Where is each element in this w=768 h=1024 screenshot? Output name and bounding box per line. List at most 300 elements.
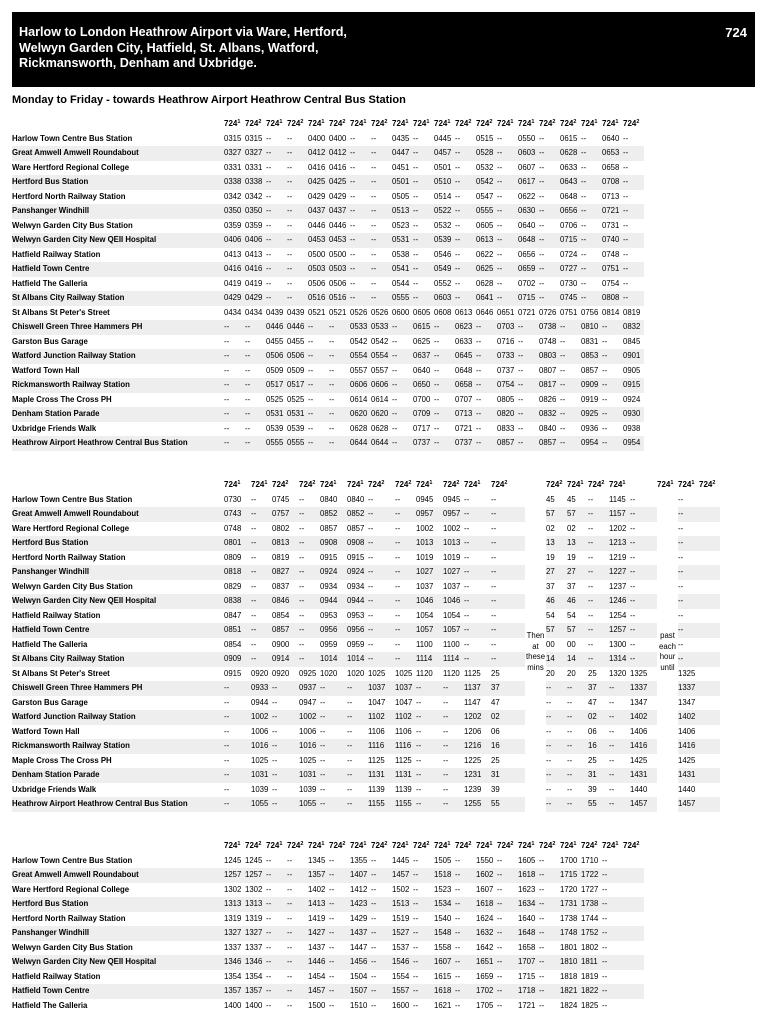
timetable-header bbox=[12, 12, 755, 87]
departure-time: 1607 bbox=[434, 955, 455, 970]
departure-time: 1605 bbox=[518, 855, 536, 865]
table-row bbox=[12, 306, 644, 321]
departure-time: 0857 bbox=[320, 523, 338, 533]
route-variant-header bbox=[395, 476, 416, 493]
departure-time: 45 bbox=[567, 494, 576, 504]
departure-time: 1039 bbox=[251, 784, 269, 794]
departure-time: 0813 bbox=[272, 536, 299, 551]
departure-time: -- bbox=[623, 262, 644, 277]
departure-time bbox=[699, 493, 720, 508]
departure-time: 1357 bbox=[245, 984, 266, 999]
departure-time: 0419 bbox=[245, 278, 263, 288]
departure-time: 0400 bbox=[308, 133, 326, 143]
stop-name: St Albans St Peter's Street bbox=[12, 668, 110, 678]
route-variant-header bbox=[350, 837, 371, 854]
departure-time: 0622 bbox=[518, 191, 536, 201]
route-number-label: 724 bbox=[476, 841, 490, 850]
departure-time: 0708 bbox=[602, 175, 623, 190]
departure-time: 1457 bbox=[308, 984, 329, 999]
departure-time: -- bbox=[630, 652, 657, 667]
route-variant-header bbox=[245, 115, 266, 132]
departure-time: -- bbox=[518, 349, 539, 364]
departure-time: 0745 bbox=[272, 494, 290, 504]
stop-name: Hertford North Railway Station bbox=[12, 913, 126, 923]
departure-time: 0342 bbox=[245, 191, 263, 201]
departure-time: 0924 bbox=[347, 565, 368, 580]
route-number-label: 724 bbox=[455, 119, 469, 128]
route-variant-header bbox=[455, 837, 476, 854]
departure-time: 0656 bbox=[560, 204, 581, 219]
departure-time: 1027 bbox=[416, 565, 443, 580]
departure-time: 0659 bbox=[518, 262, 539, 277]
departure-time: -- bbox=[287, 291, 308, 306]
table-row bbox=[12, 262, 644, 277]
departure-time: 0925 bbox=[299, 668, 317, 678]
departure-time: 0644 bbox=[350, 436, 371, 451]
departure-time: 0622 bbox=[476, 249, 494, 259]
departure-time: -- bbox=[546, 726, 552, 736]
departure-time: 1037 bbox=[395, 681, 416, 696]
departure-time: 1031 bbox=[299, 768, 320, 783]
departure-time: -- bbox=[347, 755, 353, 765]
departure-time: -- bbox=[395, 594, 416, 609]
departure-time: 1548 bbox=[434, 926, 455, 941]
departure-time: -- bbox=[371, 884, 377, 894]
departure-time: -- bbox=[371, 291, 392, 306]
departure-time: -- bbox=[371, 175, 392, 190]
departure-time: -- bbox=[630, 639, 636, 649]
departure-time: -- bbox=[287, 191, 293, 201]
route-number-label: 724 bbox=[251, 480, 265, 489]
departure-time: 0640 bbox=[413, 365, 431, 375]
route-variant-header bbox=[560, 115, 581, 132]
departure-time: 0840 bbox=[320, 494, 338, 504]
variant-superscript: 1 bbox=[477, 480, 481, 486]
departure-time: 1510 bbox=[350, 1000, 368, 1010]
departure-time: -- bbox=[224, 697, 230, 707]
departure-time: -- bbox=[368, 652, 395, 667]
departure-time: 1802 bbox=[581, 942, 599, 952]
departure-time: 0920 bbox=[251, 668, 269, 678]
departure-time: 0814 bbox=[602, 307, 620, 317]
departure-time: 1416 bbox=[630, 739, 657, 754]
departure-time: 0716 bbox=[497, 336, 515, 346]
departure-time: -- bbox=[299, 639, 305, 649]
departure-time: 0447 bbox=[392, 146, 413, 161]
departure-time: 0748 bbox=[224, 523, 242, 533]
departure-time: -- bbox=[497, 955, 518, 970]
stop-name: Hatfield Railway Station bbox=[12, 249, 101, 259]
departure-time: -- bbox=[434, 407, 455, 422]
departure-time: 0623 bbox=[455, 320, 476, 335]
departure-time: -- bbox=[371, 204, 392, 219]
departure-time: 0737 bbox=[497, 365, 515, 375]
departure-time: 0542 bbox=[476, 175, 497, 190]
route-number-label: 724 bbox=[245, 119, 259, 128]
departure-time: -- bbox=[272, 710, 299, 725]
variant-superscript: 1 bbox=[360, 480, 364, 486]
departure-time: -- bbox=[581, 133, 587, 143]
departure-time: 0818 bbox=[224, 565, 251, 580]
departure-time: 0628 bbox=[350, 423, 368, 433]
route-variant-header bbox=[308, 115, 329, 132]
route-number-label: 724 bbox=[455, 841, 469, 850]
departure-time: 0706 bbox=[560, 220, 578, 230]
stop-name: St Albans City Railway Station bbox=[12, 652, 224, 667]
departure-time: 1037 bbox=[416, 581, 434, 591]
departure-time bbox=[699, 797, 720, 812]
variant-superscript: 2 bbox=[381, 480, 385, 486]
departure-time: -- bbox=[371, 249, 377, 259]
departure-time: -- bbox=[602, 349, 623, 364]
departure-time: -- bbox=[539, 162, 545, 172]
departure-time: 0930 bbox=[623, 407, 644, 422]
departure-time bbox=[699, 667, 720, 682]
departure-time: -- bbox=[602, 855, 608, 865]
departure-time: 0915 bbox=[224, 668, 242, 678]
departure-time: 1057 bbox=[416, 623, 443, 638]
departure-time: -- bbox=[588, 639, 594, 649]
departure-time: 1700 bbox=[560, 855, 578, 865]
departure-time: -- bbox=[350, 220, 356, 230]
stop-name: Harlow Town Centre Bus Station bbox=[12, 133, 133, 143]
variant-superscript: 1 bbox=[615, 119, 619, 125]
departure-time: 0837 bbox=[272, 581, 290, 591]
route-variant-header bbox=[392, 837, 413, 854]
departure-time: 0531 bbox=[392, 233, 413, 248]
departure-time: -- bbox=[455, 955, 476, 970]
departure-time: -- bbox=[413, 191, 419, 201]
table-row bbox=[12, 609, 720, 624]
departure-time: -- bbox=[413, 249, 419, 259]
departure-time: 1019 bbox=[443, 552, 461, 562]
departure-time: -- bbox=[602, 971, 608, 981]
route-variant-header bbox=[266, 837, 287, 854]
route-variant-header bbox=[623, 837, 644, 854]
departure-time: 0937 bbox=[299, 681, 320, 696]
departure-time: 0717 bbox=[413, 423, 431, 433]
departure-time: -- bbox=[518, 436, 539, 451]
departure-time: 0908 bbox=[320, 536, 347, 551]
departure-time: -- bbox=[224, 378, 245, 393]
route-variant-header bbox=[455, 115, 476, 132]
departure-time: -- bbox=[308, 320, 329, 335]
departure-time: -- bbox=[464, 523, 470, 533]
departure-time: -- bbox=[476, 423, 482, 433]
departure-time bbox=[699, 638, 720, 653]
departure-time: -- bbox=[581, 162, 587, 172]
departure-time: 0915 bbox=[347, 552, 365, 562]
departure-time: -- bbox=[455, 855, 461, 865]
departure-time: 0709 bbox=[413, 407, 434, 422]
departure-time: 0315 bbox=[245, 133, 263, 143]
departure-time: -- bbox=[678, 594, 699, 609]
departure-time: -- bbox=[251, 565, 272, 580]
departure-time: -- bbox=[368, 552, 374, 562]
departure-time: -- bbox=[350, 191, 356, 201]
table-row bbox=[12, 132, 644, 147]
departure-time: 0817 bbox=[539, 378, 560, 393]
stop-name: Garston Bus Garage bbox=[12, 336, 88, 346]
departure-time: -- bbox=[266, 191, 272, 201]
stop-name: Ware Hertford Regional College bbox=[12, 884, 130, 894]
table-row bbox=[12, 623, 720, 638]
departure-time: 0733 bbox=[497, 349, 518, 364]
route-variant-header bbox=[609, 476, 630, 493]
variant-superscript: 2 bbox=[636, 119, 640, 125]
departure-time: -- bbox=[416, 726, 422, 736]
departure-time: 0416 bbox=[308, 162, 326, 172]
departure-time: -- bbox=[329, 394, 335, 404]
departure-time: 0802 bbox=[272, 523, 290, 533]
stop-name: Ware Hertford Regional College bbox=[12, 162, 130, 172]
departure-time: 13 bbox=[546, 536, 567, 551]
departure-time: 0615 bbox=[413, 320, 434, 335]
departure-time: 1437 bbox=[308, 942, 326, 952]
departure-time: 1419 bbox=[308, 913, 326, 923]
departure-time: -- bbox=[287, 233, 308, 248]
stop-name: Hertford Bus Station bbox=[12, 175, 224, 190]
departure-time: 0908 bbox=[347, 536, 368, 551]
route-variant-header bbox=[308, 837, 329, 854]
departure-time: -- bbox=[350, 278, 356, 288]
table-row bbox=[12, 652, 720, 667]
departure-time: -- bbox=[413, 146, 434, 161]
table-row bbox=[12, 507, 720, 522]
variant-superscript: 2 bbox=[312, 480, 316, 486]
route-variant-header bbox=[464, 476, 491, 493]
departure-time: 0646 bbox=[476, 307, 494, 317]
departure-time: -- bbox=[443, 768, 464, 783]
departure-time: 1337 bbox=[224, 942, 242, 952]
departure-time: -- bbox=[443, 726, 449, 736]
route-variant-header bbox=[413, 115, 434, 132]
departure-time: 1257 bbox=[224, 868, 245, 883]
route-variant-header bbox=[272, 476, 299, 493]
departure-time: 1505 bbox=[434, 855, 452, 865]
departure-time: -- bbox=[392, 407, 413, 422]
departure-time: 00 bbox=[546, 639, 555, 649]
departure-time: -- bbox=[464, 494, 470, 504]
departure-time: 0517 bbox=[266, 378, 287, 393]
departure-time: -- bbox=[464, 594, 491, 609]
departure-time: -- bbox=[350, 146, 371, 161]
departure-time: 1002 bbox=[416, 523, 434, 533]
departure-time: -- bbox=[266, 291, 287, 306]
route-number-label: 724 bbox=[588, 480, 602, 489]
departure-time: -- bbox=[266, 233, 287, 248]
departure-time: -- bbox=[581, 249, 587, 259]
departure-time: 1120 bbox=[416, 668, 433, 678]
departure-time: -- bbox=[560, 423, 566, 433]
timetable-section-2 bbox=[12, 476, 720, 812]
stop-name: Maple Cross The Cross PH bbox=[12, 394, 112, 404]
departure-time: 0853 bbox=[581, 349, 602, 364]
departure-time: 47 bbox=[588, 697, 597, 707]
departure-time: -- bbox=[308, 407, 329, 422]
departure-time: 1648 bbox=[518, 926, 539, 941]
departure-time: -- bbox=[567, 768, 588, 783]
departure-time: 1731 bbox=[560, 897, 581, 912]
departure-time: -- bbox=[602, 407, 623, 422]
route-number-label: 724 bbox=[416, 480, 430, 489]
departure-time: -- bbox=[546, 739, 567, 754]
variant-superscript: 1 bbox=[447, 119, 451, 125]
route-variant-header bbox=[320, 476, 347, 493]
departure-time: -- bbox=[497, 249, 503, 259]
departure-time: -- bbox=[320, 726, 326, 736]
departure-time: 1337 bbox=[630, 681, 657, 696]
departure-time: -- bbox=[443, 710, 464, 725]
departure-time: -- bbox=[245, 349, 266, 364]
variant-superscript: 1 bbox=[237, 841, 241, 847]
departure-time: 0416 bbox=[329, 162, 347, 172]
departure-time: 1413 bbox=[308, 897, 329, 912]
departure-time: 1106 bbox=[395, 726, 412, 736]
departure-time: -- bbox=[266, 913, 272, 923]
departure-time bbox=[699, 681, 720, 696]
departure-time: 1752 bbox=[581, 926, 602, 941]
departure-time: 1406 bbox=[630, 726, 648, 736]
departure-time: -- bbox=[464, 565, 491, 580]
departure-time: -- bbox=[320, 797, 347, 812]
departure-time: -- bbox=[630, 594, 657, 609]
departure-time: -- bbox=[581, 204, 602, 219]
departure-time: -- bbox=[272, 755, 278, 765]
departure-time: -- bbox=[497, 855, 503, 865]
route-number-label: 724 bbox=[560, 841, 574, 850]
departure-time: 1357 bbox=[308, 868, 329, 883]
departure-time: -- bbox=[272, 784, 278, 794]
departure-time bbox=[623, 955, 644, 970]
variant-superscript: 1 bbox=[363, 119, 367, 125]
departure-time: 0847 bbox=[224, 610, 242, 620]
departure-time: 47 bbox=[491, 697, 500, 707]
departure-time: 1445 bbox=[392, 855, 410, 865]
route-number-label: 724 bbox=[491, 480, 505, 489]
departure-time: -- bbox=[245, 336, 251, 346]
stop-name: Welwyn Garden City New QEII Hospital bbox=[12, 955, 224, 970]
departure-time: 1402 bbox=[308, 884, 326, 894]
departure-time: 0748 bbox=[602, 249, 620, 259]
departure-time: 0406 bbox=[224, 233, 245, 248]
departure-time: -- bbox=[581, 175, 602, 190]
departure-time: -- bbox=[392, 423, 398, 433]
departure-time: 1002 bbox=[299, 710, 320, 725]
departure-time: -- bbox=[413, 291, 434, 306]
route-number-label: 724 bbox=[392, 119, 406, 128]
stop-name: Harlow Town Centre Bus Station bbox=[12, 494, 133, 504]
route-variant-header bbox=[539, 115, 560, 132]
departure-time: -- bbox=[623, 291, 644, 306]
departure-time: -- bbox=[308, 336, 314, 346]
departure-time: -- bbox=[491, 594, 525, 609]
departure-time: 1047 bbox=[395, 697, 413, 707]
departure-time: 1523 bbox=[434, 884, 452, 894]
departure-time: 1821 bbox=[560, 984, 581, 999]
departure-time: 0801 bbox=[224, 536, 251, 551]
departure-time: 0425 bbox=[329, 175, 350, 190]
departure-time: -- bbox=[602, 897, 623, 912]
route-number-label: 724 bbox=[497, 841, 511, 850]
departure-time: -- bbox=[609, 755, 615, 765]
stop-name: Hertford Bus Station bbox=[12, 897, 224, 912]
departure-time: 1720 bbox=[560, 884, 578, 894]
departure-time: 0509 bbox=[266, 365, 284, 375]
departure-time: -- bbox=[539, 220, 545, 230]
departure-time: 1537 bbox=[392, 942, 410, 952]
stop-name: Hertford North Railway Station bbox=[12, 552, 126, 562]
departure-time: -- bbox=[491, 523, 497, 533]
variant-superscript: 2 bbox=[426, 841, 430, 847]
departure-time: -- bbox=[395, 494, 401, 504]
departure-time: 1602 bbox=[476, 868, 497, 883]
route-number-label: 724 bbox=[329, 119, 343, 128]
departure-time: 1357 bbox=[224, 984, 245, 999]
departure-time: -- bbox=[287, 175, 308, 190]
departure-time: 0554 bbox=[350, 349, 371, 364]
route-number-label: 724 bbox=[350, 841, 364, 850]
departure-time: 1031 bbox=[251, 768, 272, 783]
departure-time: -- bbox=[464, 552, 470, 562]
variant-superscript: 2 bbox=[504, 480, 508, 486]
departure-time: -- bbox=[455, 926, 476, 941]
departure-time: 0446 bbox=[308, 220, 326, 230]
departure-time: 1320 bbox=[609, 668, 627, 678]
departure-time: 0730 bbox=[560, 278, 578, 288]
departure-time: 0827 bbox=[272, 565, 299, 580]
table-row bbox=[12, 926, 644, 941]
departure-time: -- bbox=[395, 610, 401, 620]
departure-time: -- bbox=[443, 797, 464, 812]
departure-time: 1325 bbox=[630, 668, 648, 678]
departure-time: -- bbox=[546, 681, 567, 696]
departure-time: 0350 bbox=[224, 204, 245, 219]
departure-time: 0434 bbox=[224, 307, 242, 317]
departure-time: 1546 bbox=[392, 955, 413, 970]
departure-time: 1025 bbox=[251, 755, 269, 765]
departure-time: -- bbox=[329, 971, 335, 981]
departure-time: -- bbox=[539, 913, 545, 923]
departure-time: -- bbox=[299, 594, 320, 609]
variant-superscript: 2 bbox=[468, 119, 472, 125]
variant-superscript: 2 bbox=[552, 841, 556, 847]
departure-time: 0857 bbox=[539, 436, 560, 451]
departure-time: -- bbox=[272, 681, 299, 696]
departure-time: 0727 bbox=[560, 262, 581, 277]
departure-time: -- bbox=[347, 768, 368, 783]
departure-time: 1219 bbox=[609, 552, 627, 562]
departure-time: 0857 bbox=[272, 623, 299, 638]
departure-time: 1527 bbox=[392, 926, 413, 941]
past-each-hour-note: past each hour until bbox=[657, 493, 678, 812]
departure-time: -- bbox=[630, 523, 636, 533]
departure-time: 0957 bbox=[416, 507, 443, 522]
departure-time: -- bbox=[329, 365, 335, 375]
departure-time: 0700 bbox=[413, 394, 431, 404]
departure-time: 0539 bbox=[287, 423, 305, 433]
departure-time: -- bbox=[678, 523, 684, 533]
departure-time: 1642 bbox=[476, 942, 494, 952]
departure-time: -- bbox=[581, 278, 587, 288]
route-variant-header bbox=[476, 837, 497, 854]
route-number-label: 724 bbox=[518, 119, 532, 128]
departure-time: -- bbox=[491, 507, 525, 522]
route-variant-header bbox=[518, 115, 539, 132]
departure-time: -- bbox=[678, 639, 684, 649]
table-row bbox=[12, 536, 720, 551]
departure-time: -- bbox=[251, 581, 257, 591]
